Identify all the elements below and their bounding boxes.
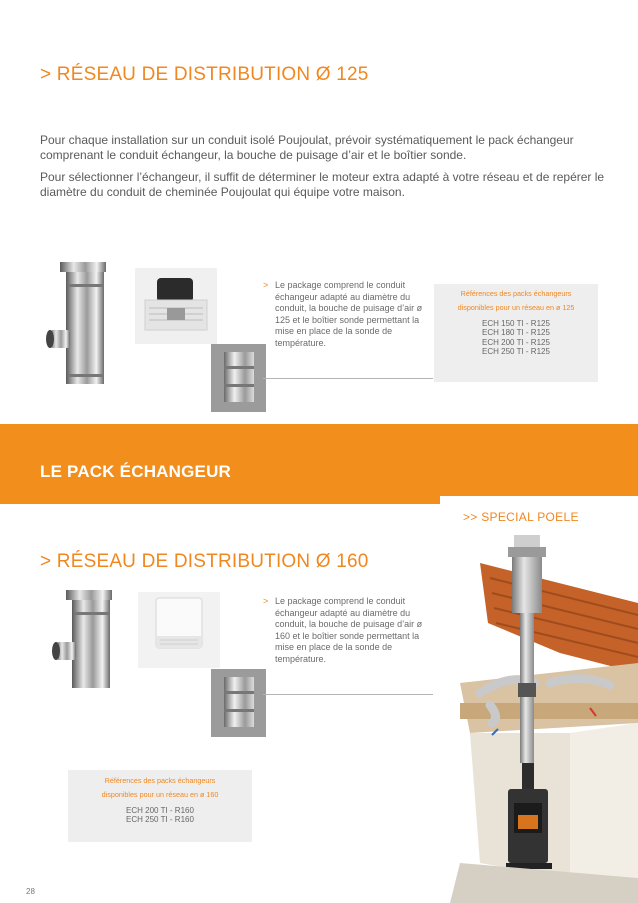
bullet-arrow: > — [263, 280, 269, 290]
air-intake-vent-image-160 — [138, 592, 220, 668]
reference-item: ECH 250 TI - R160 — [126, 815, 194, 825]
chimney-exchanger-image-160 — [46, 590, 136, 690]
section-title-125: > RÉSEAU DE DISTRIBUTION Ø 125 — [40, 64, 369, 85]
bullet-arrow: > — [263, 596, 269, 606]
reference-item: ECH 200 TI - R160 — [126, 806, 194, 815]
reference-item: ECH 150 TI - R125 — [482, 319, 550, 328]
references-heading-125-line1: Références des packs échangeurs — [460, 289, 572, 298]
reference-item: ECH 250 TI - R125 — [482, 346, 550, 356]
separator-line-125 — [263, 378, 433, 379]
references-heading-160-line1: Références des packs échangeurs — [104, 776, 216, 785]
package-text-125: Le package comprend le conduit échangeur adapté au diamètre du conduit, la bouche de puisage d’air ø 125 et le boîtier sonde permettant la mise en place de la sonde de température. — [275, 280, 423, 348]
reference-item: ECH 180 TI - R125 — [482, 328, 550, 338]
intro-paragraph-1: Pour chaque installation sur un conduit isolé Poujoulat, prévoir systématiquement le pack échangeur comprenant le conduit échangeur, la bouche de puisage d’air et le boîtier sonde. — [40, 133, 574, 162]
intro-paragraph-2: Pour sélectionner l’échangeur, il suffit de déterminer le moteur extra adapté à votre réseau et de repérer le diamètre du conduit de cheminée Poujoulat qui équipe votre maison. — [40, 170, 605, 199]
references-box-160 — [68, 770, 252, 842]
package-description-160 — [263, 596, 431, 664]
chimney-exchanger-image-125 — [40, 262, 130, 388]
stove-installation-illustration — [440, 533, 638, 903]
band-title: LE PACK ÉCHANGEUR — [40, 462, 232, 481]
air-intake-vent-image-125 — [135, 268, 217, 344]
references-heading-125-line2: disponibles pour un réseau en ø 125 — [457, 303, 575, 312]
section-title-160: > RÉSEAU DE DISTRIBUTION Ø 160 — [40, 551, 369, 572]
sensor-box-image-125 — [220, 350, 258, 404]
package-text-160: Le package comprend le conduit échangeur adapté au diamètre du conduit, la bouche de puisage d’air ø 160 et le boîtier sonde permettant la mise en place de la sonde de température. — [275, 596, 423, 664]
special-poele-label: >> SPECIAL POELE — [463, 510, 579, 524]
package-description-125 — [263, 280, 431, 348]
references-box-125 — [434, 284, 598, 382]
references-heading-160-line2: disponibles pour un réseau en ø 160 — [101, 790, 219, 799]
sensor-box-image-160 — [220, 675, 258, 729]
separator-line-160 — [263, 694, 433, 695]
reference-item: ECH 200 TI - R125 — [482, 337, 550, 347]
page-number: 28 — [26, 887, 35, 896]
